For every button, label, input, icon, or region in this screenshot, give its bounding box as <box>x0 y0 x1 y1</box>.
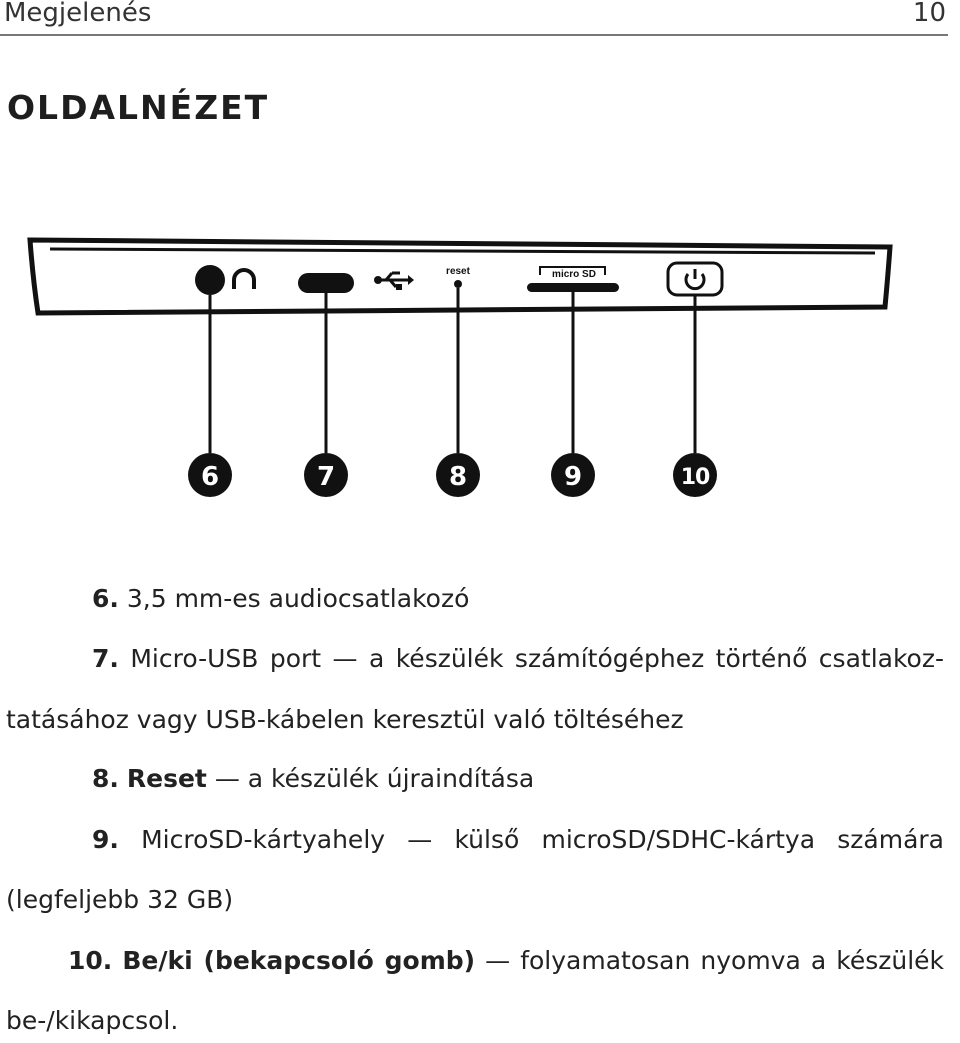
audio-jack <box>195 265 225 295</box>
callout-6 <box>188 453 232 497</box>
side-view-diagram <box>0 225 960 515</box>
item-8 <box>92 764 534 794</box>
callout-8 <box>436 453 480 497</box>
svg-text:7: 7 <box>316 462 336 492</box>
reset-label: reset <box>446 266 470 277</box>
callout-9 <box>551 453 595 497</box>
item-description: — a készülék újraindítása <box>214 764 535 793</box>
item-7-line2: tatásához vagy USB-kábelen keresztül való töltéséhez <box>6 705 684 734</box>
svg-text:8: 8 <box>448 462 468 492</box>
page-title: OLDALNÉZET <box>7 88 270 127</box>
section-title: Megjelenés <box>4 0 152 28</box>
item-9-line1 <box>92 825 944 855</box>
page-header <box>0 0 948 36</box>
microsd-label: micro SD <box>552 269 596 280</box>
item-term: Reset <box>126 764 207 793</box>
item-term: Be/ki (bekapcsoló gomb) <box>122 946 476 975</box>
item-6 <box>92 584 469 614</box>
item-number: 8. <box>92 764 119 793</box>
item-9-line2: (legfeljebb 32 GB) <box>6 885 234 914</box>
item-description: Micro-USB port — a készülék számítógéphez történő csatlakoz- <box>130 644 944 673</box>
power-button <box>668 263 722 295</box>
reset-hole <box>454 280 462 288</box>
micro-usb-port <box>298 273 354 293</box>
svg-text:10: 10 <box>680 465 710 490</box>
item-description: — folyamatosan nyomva a készülék <box>485 946 944 975</box>
page-number: 10 <box>912 0 946 28</box>
item-7-line1 <box>92 644 944 674</box>
svg-text:9: 9 <box>563 462 583 492</box>
callout-7 <box>304 453 348 497</box>
item-number: 9. <box>92 825 119 854</box>
svg-text:6: 6 <box>200 462 220 492</box>
item-number: 10. <box>68 946 113 975</box>
item-10-line1 <box>68 946 944 976</box>
item-description: MicroSD-kártyahely — külső microSD/SDHC-kártya számára <box>141 825 944 854</box>
callout-10 <box>673 453 717 497</box>
item-number: 6. <box>92 584 119 613</box>
item-number: 7. <box>92 644 119 673</box>
item-10-line2: be-/kikapcsol. <box>6 1006 179 1035</box>
microsd-slot <box>527 283 619 292</box>
item-description: 3,5 mm-es audiocsatlakozó <box>126 584 470 613</box>
